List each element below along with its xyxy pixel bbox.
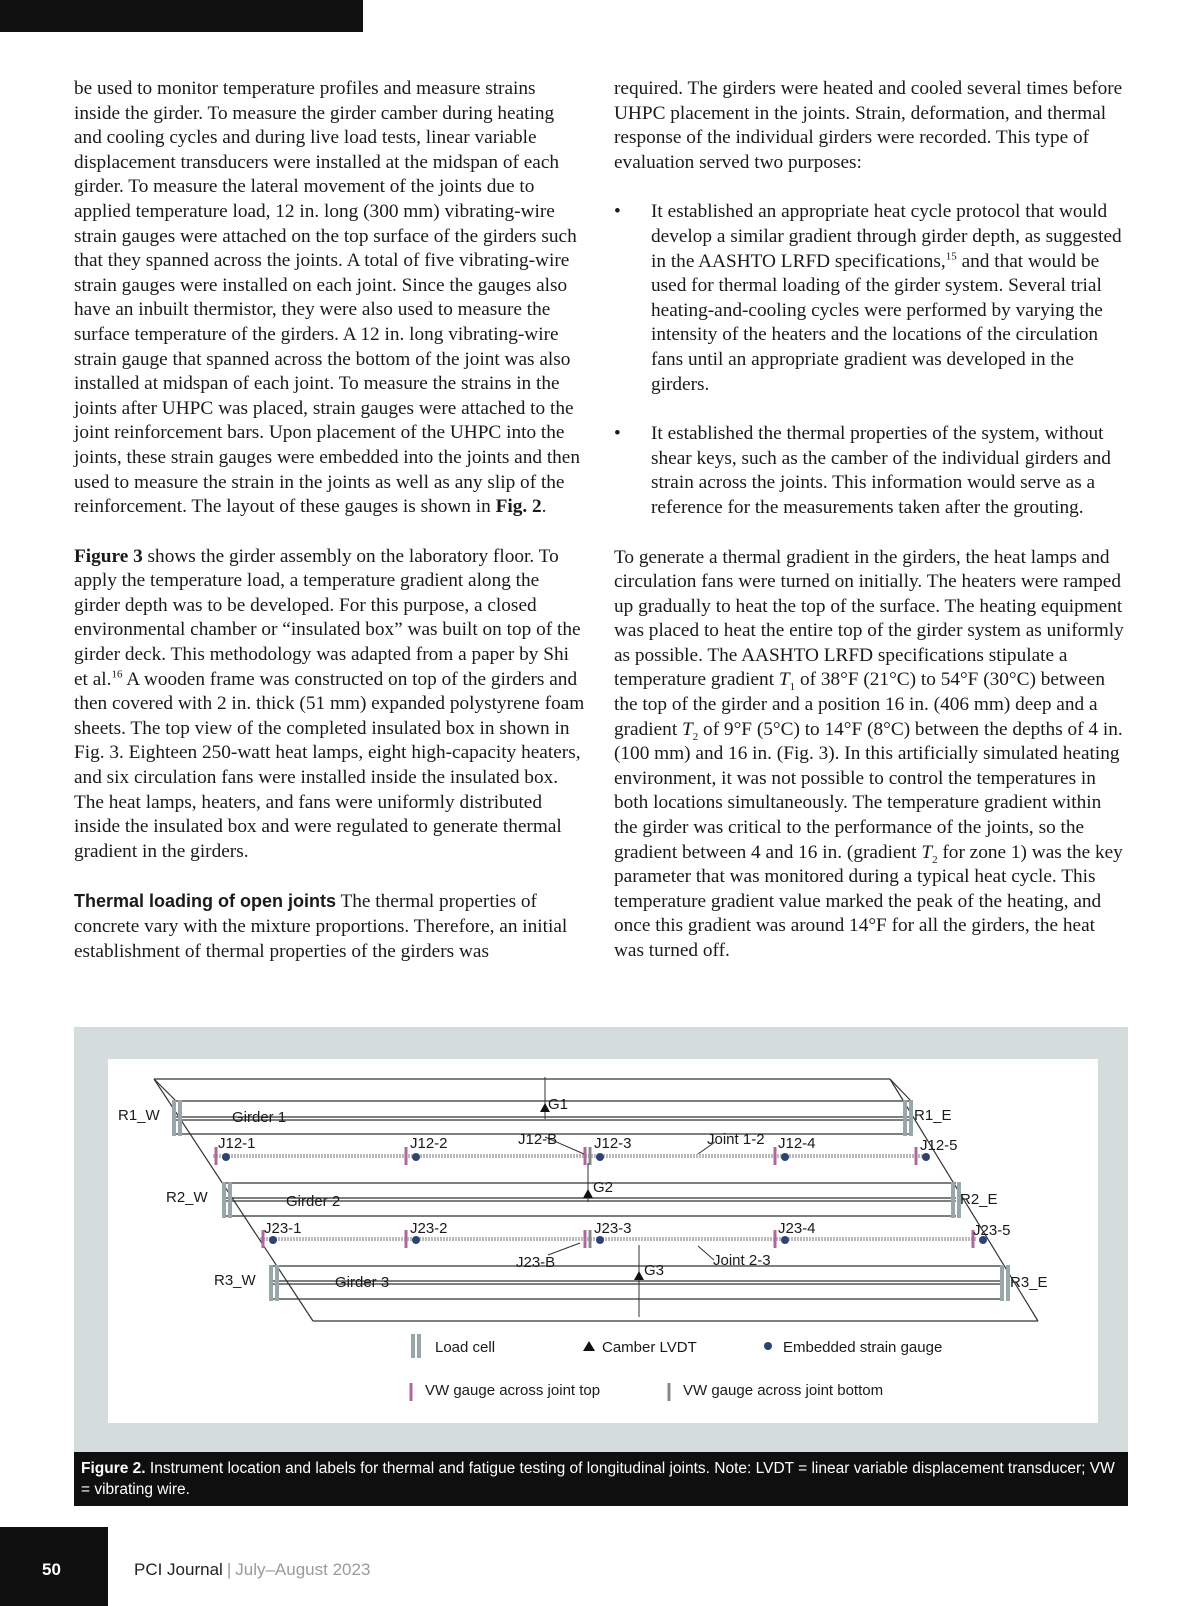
gauge-label: J12-5 — [920, 1137, 958, 1154]
gauge-label: J12-1 — [218, 1135, 256, 1152]
legend — [411, 1334, 942, 1401]
camber-lvdt-icon — [583, 1341, 595, 1351]
section-heading: Thermal loading of open joints — [74, 891, 337, 912]
load-cell-label: R2_W — [166, 1189, 208, 1206]
figure-2 — [74, 1027, 1128, 1452]
gauge-label: J23-2 — [410, 1220, 448, 1237]
load-cell-label: R1_W — [118, 1107, 160, 1124]
paragraph: Thermal loading of open joints The thermal properties of concrete vary with the mixture proportions. Therefore, an initial establishment of thermal properties of the girders was — [74, 891, 568, 962]
gauge-label: J12-3 — [594, 1135, 632, 1152]
figure-diagram — [108, 1059, 1098, 1423]
paragraph: Figure 3 shows the girder assembly on the laboratory floor. To apply the temperature load, a temperature gradient along the girder depth was to be developed. For this purpose, a closed environmental chamber or “insulated box” was built on top of the girder deck. This methodology was adapted from a paper by Shi et al.$^{16}$ A wooden frame was constructed on top of the girders and then covered with 2 in. thick (51 mm) expanded polystyrene foam sheets. The top view of the completed insulated box in shown in Fig. 3. Eighteen 250-watt heat lamps, eight high-capacity heaters, and six circulation fans were installed inside the insulated box. The heat lamps, heaters, and fans were uniformly distributed inside the insulated box and were regulated to generate thermal gradient in the girders. — [74, 545, 585, 862]
gauge-label: J12-2 — [410, 1135, 448, 1152]
citation[interactable]: 16 — [111, 668, 123, 681]
citation[interactable]: 15 — [945, 250, 957, 263]
girder-label: Girder 3 — [335, 1274, 390, 1291]
load-cell-label: R2_E — [960, 1191, 998, 1208]
girder-instrument-diagram — [108, 1059, 1098, 1423]
paragraph: be used to monitor temperature profiles and measure strains inside the girder. To measure the girder camber during heating and cooling cycles and during live load tests, linear variable displacement transducers were installed at the midspan of each girder. To measure the lateral movement of the joints due to applied temperature load, 12 in. long (300 mm) vibrating-wire strain gauges were attached on the top surface of the girders such that they spanned across the joints. A total of five vibrating-wire strain gauges were installed on each joint. Since the gauges also have an inbuilt thermistor, they were also used to measure the surface temperature of the girders. A 12 in. long vibrating-wire strain gauge that spanned across the bottom of the joint was also installed at midspan of each joint. To measure the strains in the joints after UHPC was placed, strain gauges were attached to the joint reinforcement bars. Upon placement of the UHPC into the joints, these strain gauges were embedded into the joints and then used to measure the strain in the joints as well as any slip of the reinforcement. The layout of these gauges is shown in Fig. 2. — [74, 78, 581, 518]
header-bar — [0, 0, 363, 32]
figure-reference[interactable]: Figure 3 — [74, 545, 143, 567]
issue-date: July–August 2023 — [235, 1560, 371, 1579]
gauge-label: J12-B — [518, 1131, 558, 1148]
left-column — [74, 77, 586, 989]
bullet-item: • It established an appropriate heat cycle protocol that would develop a similar gradient through girder depth, as suggested in the AASHTO LRFD specifications,$^{15}$ and that would be used for thermal loading of the girder system. Several trial heating-and-cooling cycles were performed by varying the intensity of the heaters and the locations of the circulation fans until an appropriate gradient was developed in the girders. — [614, 200, 1128, 397]
right-column — [614, 77, 1128, 989]
paragraph: To generate a thermal gradient in the girders, the heat lamps and circulation fans were turned on initially. The heaters were ramped up gradually to heat the top of the surface. The heating equipment was placed to heat the entire top of the girder system as uniformly as possible. The AASHTO LRFD specifications stipulate a temperature gradient $T_1$ of 38°F (21°C) to 54°F (30°C) between the top of the girder and a position 16 in. (406 mm) deep and a gradient $T_2$ of 9°F (5°C) to 14°F (8°C) between the depths of 4 in. (100 mm) and 16 in. (Fig. 3). In this artificially simulated heating environment, it was not possible to control the temperatures in both locations simultaneously. The temperature gradient within the girder was critical to the performance of the joints, so the gradient between 4 and 16 in. (gradient $T_2$ for zone 1) was the key parameter that was monitored during a typical heat cycle. This temperature gradient value marked the peak of the heating, and once this gradient was around 14°F for all the girders, the heat was turned off. — [614, 546, 1124, 961]
bullet-dot: • — [614, 201, 621, 223]
bullet-item: • It established the thermal properties of the system, without shear keys, such as the camber of the individual girders and strain across the joints. This information would serve as a reference for the measurements taken after the grouting. — [614, 422, 1128, 520]
caption-label: Figure 2. — [81, 1460, 146, 1477]
lvdt-label: G1 — [548, 1096, 569, 1113]
girder-label: Girder 2 — [286, 1193, 341, 1210]
gauge-label: J23-5 — [973, 1222, 1011, 1239]
running-footer — [134, 1560, 370, 1580]
girder-label: Girder 1 — [232, 1109, 287, 1126]
load-cell-label: R3_W — [214, 1272, 256, 1289]
legend-vw-top: VW gauge across joint top — [425, 1382, 601, 1399]
gauge-label: J12-4 — [778, 1135, 816, 1152]
gauge-label: J23-4 — [778, 1220, 816, 1237]
gauge-label: J23-1 — [264, 1220, 302, 1237]
embedded-strain-gauge-icon — [764, 1342, 772, 1350]
paragraph: required. The girders were heated and cooled several times before UHPC placement in the joints. Strain, deformation, and thermal response of the individual girders were recorded. This type of evaluation served two purposes: — [614, 78, 1123, 173]
load-cell-label: R1_E — [914, 1107, 952, 1124]
legend-load-cell: Load cell — [435, 1339, 496, 1356]
gauge-label: J23-3 — [594, 1220, 632, 1237]
lvdt-label: G2 — [593, 1179, 614, 1196]
lvdt-label: G3 — [644, 1262, 665, 1279]
legend-camber-lvdt: Camber LVDT — [602, 1339, 697, 1356]
caption-text: Instrument location and labels for thermal and fatigue testing of longitudinal joints. Note: LVDT = linear variable displacement transducer; VW = vibrating wire. — [81, 1460, 1115, 1498]
bullet-dot: • — [614, 423, 621, 445]
figure-caption — [74, 1452, 1128, 1506]
joint-label: Joint 2-3 — [713, 1252, 771, 1269]
journal-name: PCI Journal — [134, 1560, 223, 1579]
legend-vw-bottom: VW gauge across joint bottom — [683, 1382, 884, 1399]
gauge-label: J23-B — [516, 1254, 556, 1271]
figure-reference[interactable]: Fig. 2 — [495, 496, 542, 518]
page-number: 50 — [42, 1560, 61, 1579]
load-cell-label: R3_E — [1010, 1274, 1048, 1291]
footer-separator: | — [226, 1560, 232, 1579]
camber-lvdt-icon — [540, 1103, 644, 1280]
load-cell-icon — [411, 1334, 421, 1358]
joint-label: Joint 1-2 — [707, 1131, 765, 1148]
legend-embedded-gauge: Embedded strain gauge — [783, 1339, 943, 1356]
